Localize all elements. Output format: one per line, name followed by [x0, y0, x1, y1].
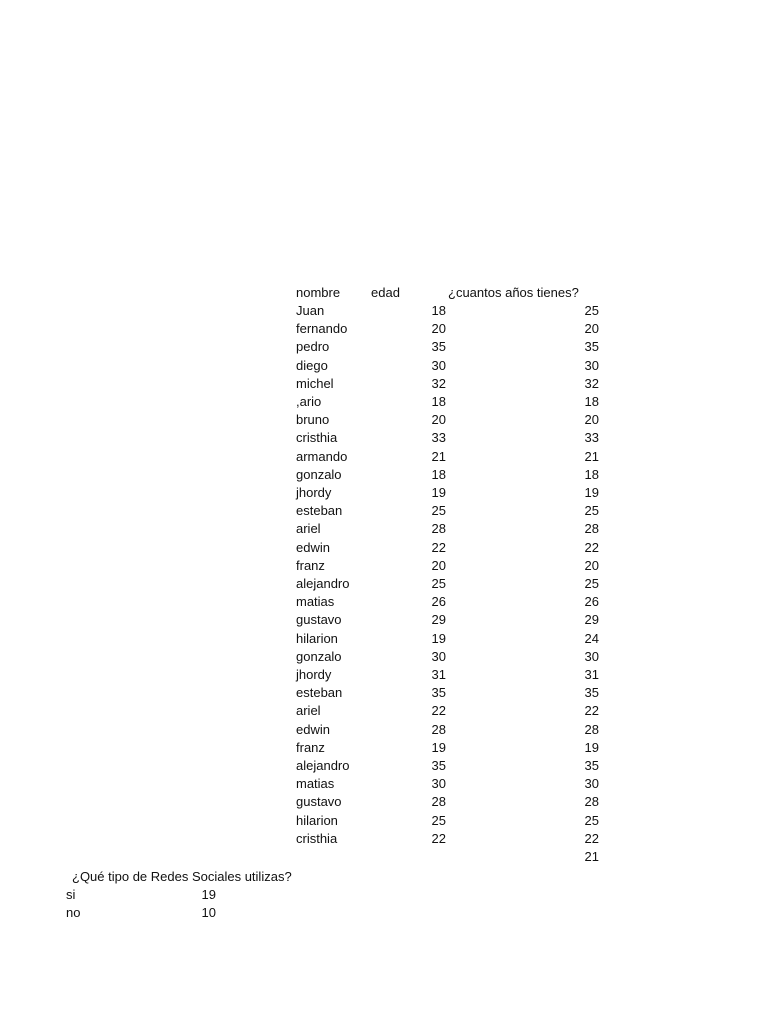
- table-cell-age: 28: [431, 521, 446, 536]
- table-cell-answer: 24: [584, 631, 599, 646]
- table-cell-answer: 28: [584, 521, 599, 536]
- table-cell-name: pedro: [296, 339, 330, 354]
- table-cell-answer: 20: [584, 321, 599, 336]
- table-cell-age: 20: [431, 558, 446, 573]
- table-cell-name: gonzalo: [296, 649, 342, 664]
- table-cell-age: 33: [431, 430, 446, 445]
- table-cell-name: gustavo: [296, 612, 342, 627]
- table-cell-age: 25: [431, 503, 446, 518]
- table-cell-name: armando: [296, 449, 348, 464]
- summary-value-no: 10: [201, 905, 216, 920]
- table-cell-answer: 32: [584, 376, 599, 391]
- table-cell-name: hilarion: [296, 631, 338, 646]
- table-cell-answer: 22: [584, 831, 599, 846]
- table-cell-name: edwin: [296, 722, 330, 737]
- table-cell-age: 30: [431, 776, 446, 791]
- table-cell-name: bruno: [296, 412, 330, 427]
- table-cell-name: hilarion: [296, 813, 338, 828]
- table-cell-answer: 18: [584, 394, 599, 409]
- table-cell-name: gustavo: [296, 794, 342, 809]
- header-nombre: nombre: [296, 285, 341, 300]
- table-cell-age: 30: [431, 358, 446, 373]
- summary-question: ¿Qué tipo de Redes Sociales utilizas?: [72, 869, 292, 884]
- table-cell-answer: 30: [584, 776, 599, 791]
- table-cell-age: 18: [431, 467, 446, 482]
- table-cell-name: jhordy: [296, 485, 332, 500]
- header-edad: edad: [371, 285, 400, 300]
- table-cell-answer: 25: [584, 503, 599, 518]
- table-cell-age: 25: [431, 813, 446, 828]
- table-cell-age: 18: [431, 303, 446, 318]
- table-cell-age: 22: [431, 703, 446, 718]
- table-cell-age: [396, 848, 446, 866]
- table-cell-name: cristhia: [296, 831, 338, 846]
- table-cell-name: michel: [296, 376, 334, 391]
- table-cell-answer: 25: [584, 303, 599, 318]
- table-cell-answer: 30: [584, 358, 599, 373]
- table-cell-name: cristhia: [296, 430, 338, 445]
- table-cell-name: esteban: [296, 503, 343, 518]
- summary-value-si: 19: [201, 887, 216, 902]
- table-cell-age: 35: [431, 339, 446, 354]
- table-cell-name: fernando: [296, 321, 348, 336]
- table-cell-name: esteban: [296, 685, 343, 700]
- table-cell-name: Juan: [296, 303, 325, 318]
- table-cell-name: alejandro: [296, 758, 350, 773]
- table-cell-answer: 30: [584, 649, 599, 664]
- table-cell-age: 35: [431, 758, 446, 773]
- table-cell-age: 35: [431, 685, 446, 700]
- table-cell-answer: 28: [584, 722, 599, 737]
- table-cell-age: 28: [431, 722, 446, 737]
- table-cell-age: 28: [431, 794, 446, 809]
- table-cell-name: ariel: [296, 521, 321, 536]
- table-cell-name: matias: [296, 594, 335, 609]
- table-cell-answer: 28: [584, 794, 599, 809]
- table-cell-answer: 21: [584, 849, 599, 864]
- table-cell-answer: 22: [584, 540, 599, 555]
- table-cell-answer: 33: [584, 430, 599, 445]
- table-cell-age: 21: [431, 449, 446, 464]
- table-cell-age: 20: [431, 412, 446, 427]
- table-cell-answer: 25: [584, 576, 599, 591]
- table-cell-age: 20: [431, 321, 446, 336]
- table-cell-answer: 29: [584, 612, 599, 627]
- table-cell-age: 22: [431, 831, 446, 846]
- table-cell-name: franz: [296, 558, 325, 573]
- table-cell-answer: 35: [584, 758, 599, 773]
- table-cell-name: gonzalo: [296, 467, 342, 482]
- table-cell-age: 18: [431, 394, 446, 409]
- table-cell-age: 22: [431, 540, 446, 555]
- table-cell-age: 19: [431, 485, 446, 500]
- table-cell-age: 29: [431, 612, 446, 627]
- table-cell-name: alejandro: [296, 576, 350, 591]
- table-cell-answer: 26: [584, 594, 599, 609]
- table-cell-age: 19: [431, 740, 446, 755]
- table-cell-answer: 20: [584, 558, 599, 573]
- table-cell-age: 32: [431, 376, 446, 391]
- table-cell-age: 31: [431, 667, 446, 682]
- header-question: ¿cuantos años tienes?: [448, 285, 579, 300]
- table-cell-name: ,ario: [296, 394, 322, 409]
- table-cell-answer: 21: [584, 449, 599, 464]
- table-cell-answer: 20: [584, 412, 599, 427]
- table-cell-name: matias: [296, 776, 335, 791]
- table-cell-name: diego: [296, 358, 328, 373]
- summary-label-si: si: [66, 887, 76, 902]
- table-cell-answer: 18: [584, 467, 599, 482]
- table-cell-answer: 35: [584, 339, 599, 354]
- table-cell-age: 19: [431, 631, 446, 646]
- table-cell-answer: 25: [584, 813, 599, 828]
- table-cell-answer: 35: [584, 685, 599, 700]
- table-cell-answer: 19: [584, 485, 599, 500]
- table-cell-name: edwin: [296, 540, 330, 555]
- table-cell-answer: 19: [584, 740, 599, 755]
- summary-label-no: no: [66, 905, 81, 920]
- table-cell-name: jhordy: [296, 667, 332, 682]
- table-cell-age: 26: [431, 594, 446, 609]
- table-cell-name: franz: [296, 740, 325, 755]
- table-cell-name: ariel: [296, 703, 321, 718]
- table-cell-answer: 22: [584, 703, 599, 718]
- table-cell-age: 30: [431, 649, 446, 664]
- table-cell-answer: 31: [584, 667, 599, 682]
- table-cell-age: 25: [431, 576, 446, 591]
